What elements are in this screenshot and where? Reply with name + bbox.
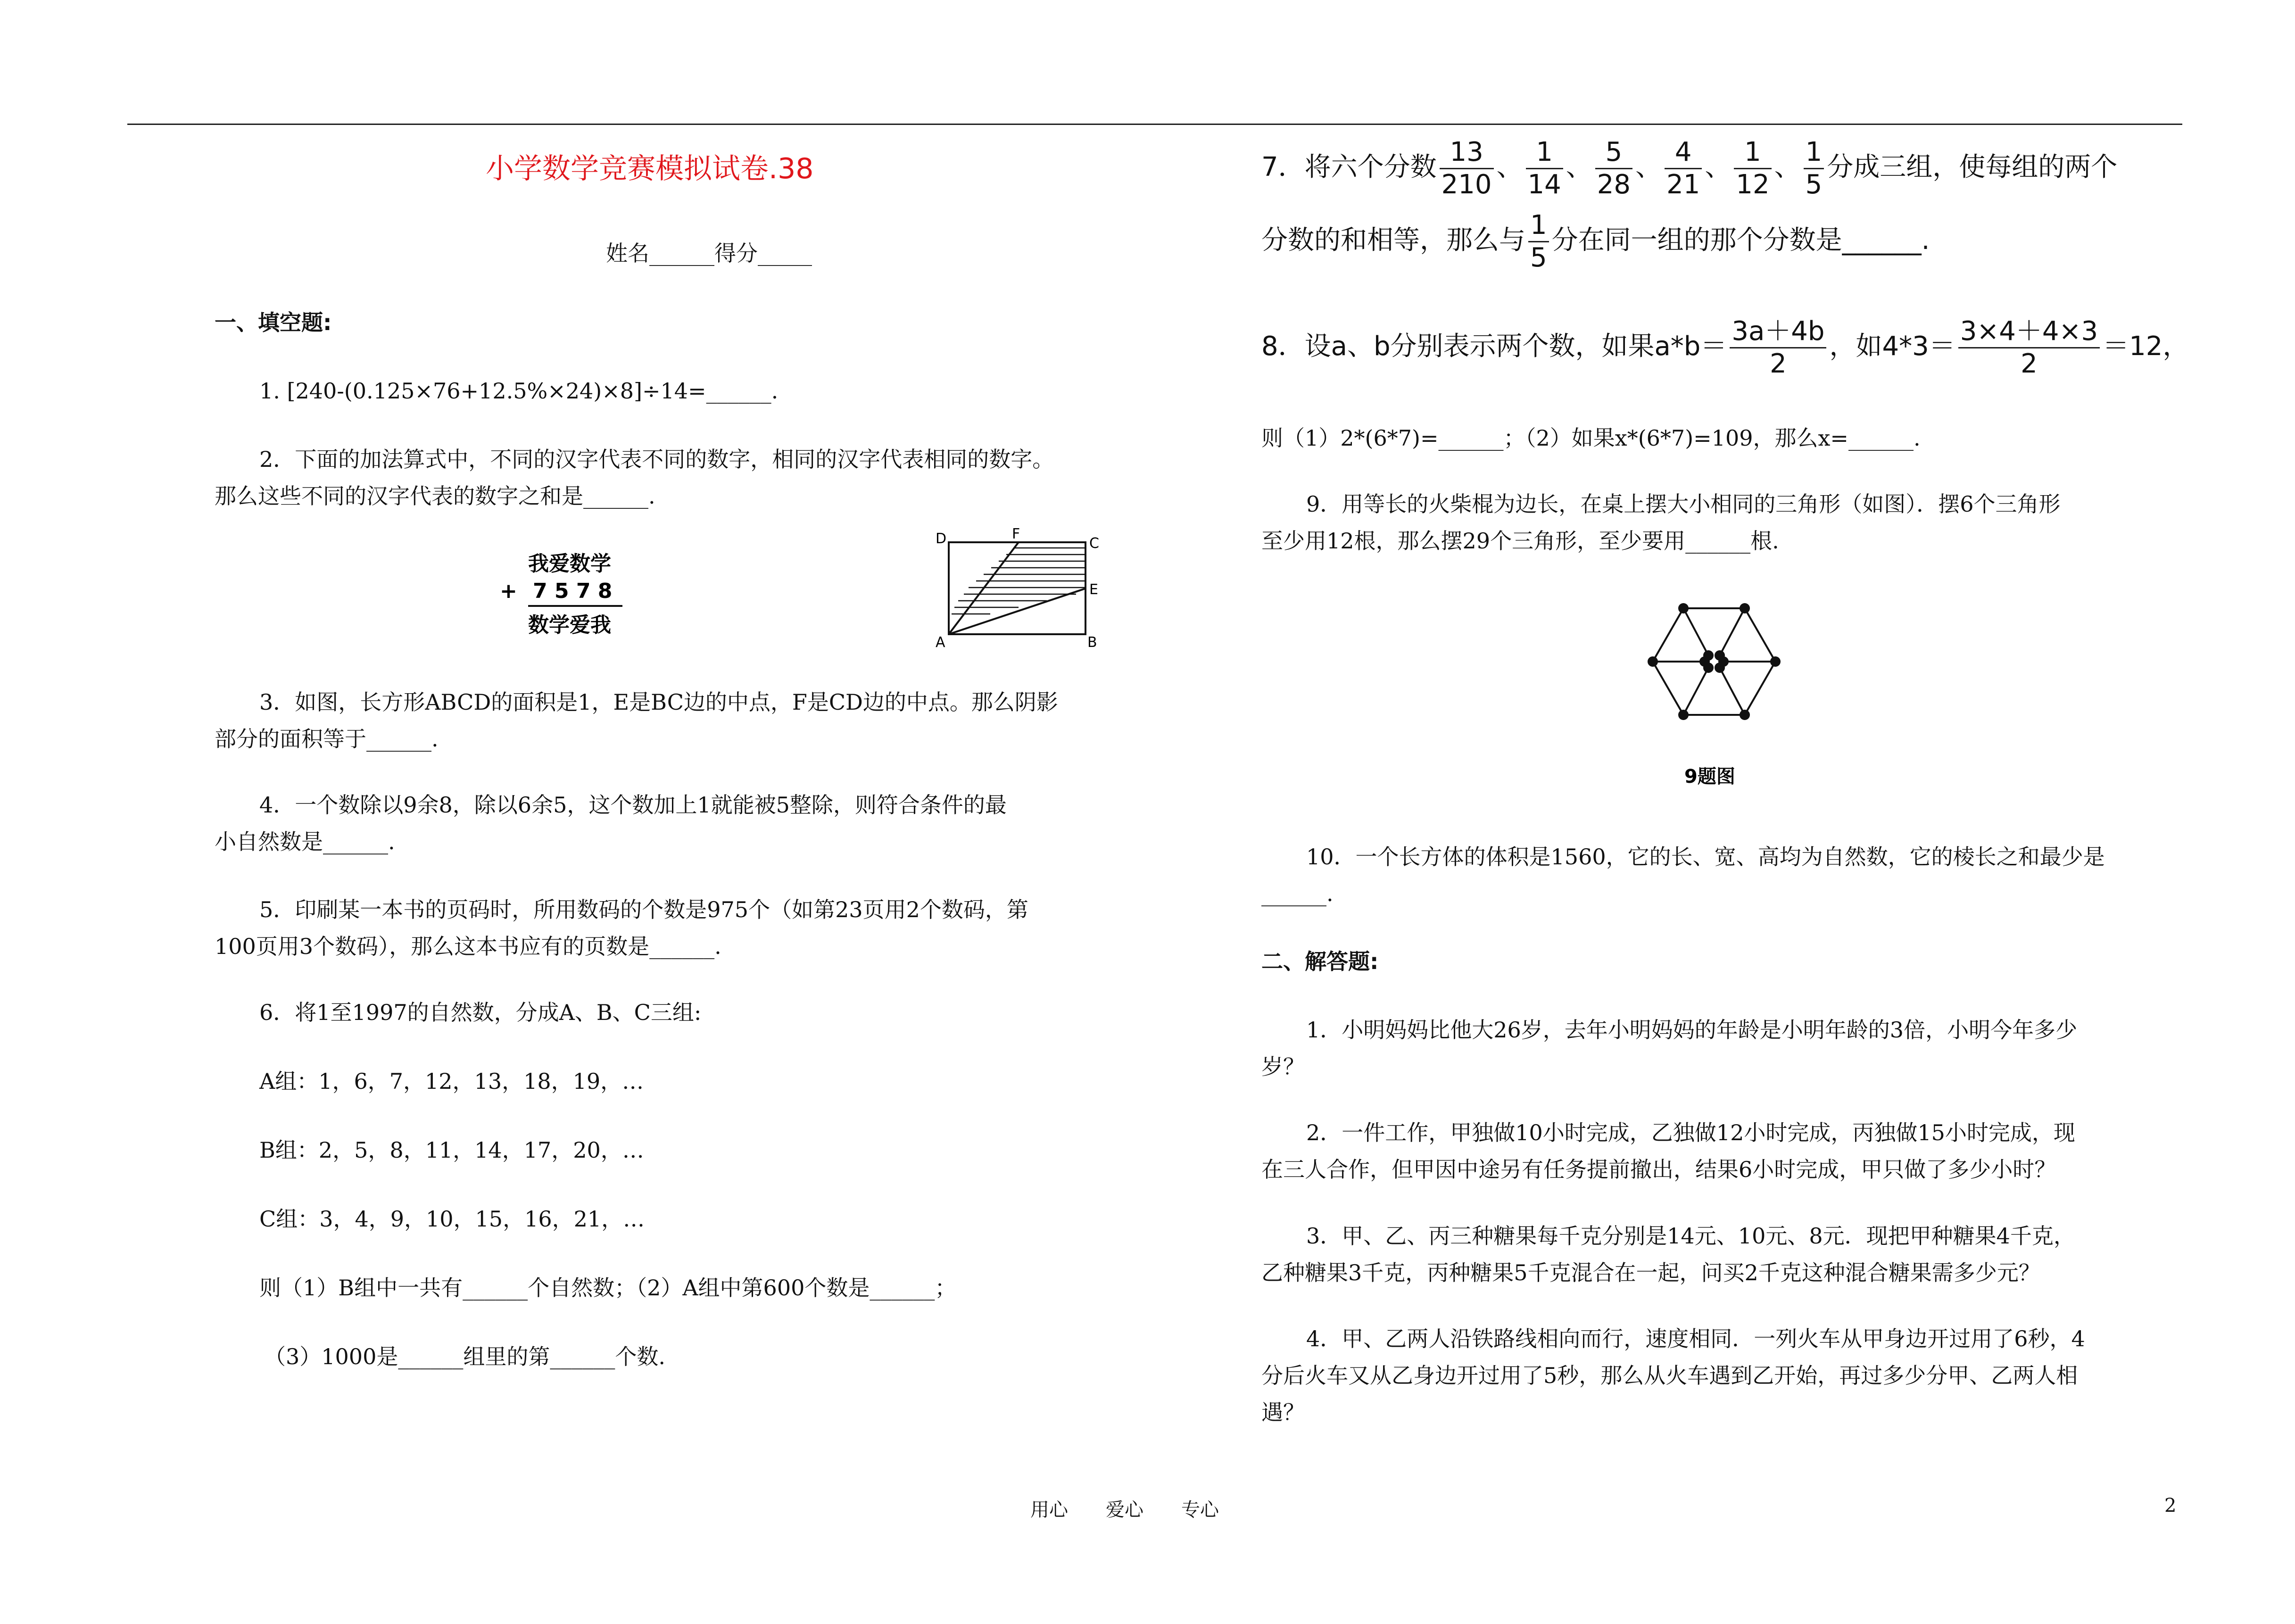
rectangle-figure [934,528,1113,651]
section-fill-in-heading: 一、填空题: [215,310,332,335]
fraction-1-14: $\frac{1}{14}$ [1526,137,1563,200]
q7-suffix: 分成三组，使每组的两个 [1827,152,2118,182]
question-4-line-2: 小自然数是______. [215,829,395,854]
question-8-line-1: 8．设a、b分别表示两个数，如果a*b＝ $\frac{3a+4b}{2}$ ，如4*3＝ $\frac{3\times 4+4\times 3}{2}$ ＝12， [1261,316,2189,380]
top-rule [127,124,2182,125]
fraction-1-5-inline: $\frac{1}{5}$ [1528,210,1549,273]
answer-question-2-line-2: 在三人合作，但甲因中途另有任务提前撤出，结果6小时完成，甲只做了多少小时？ [1261,1157,2056,1182]
question-6-line-6: （3）1000是______组里的第______个数. [264,1344,665,1369]
question-4-line-1: 4．一个数除以9余8，除以6余5，这个数加上1就能被5整除，则符合条件的最 [259,792,1007,818]
section-answer-heading: 二、解答题: [1261,949,1379,974]
answer-question-4-line-2: 分后火车又从乙身边开过用了5秒，那么从火车遇到乙开始，再过多少分甲、乙两人相 [1261,1363,2078,1388]
question-3-line-1: 3．如图，长方形ABCD的面积是1，E是BC边的中点，F是CD边的中点。那么阴影 [259,689,1058,715]
fraction-3a-4b: $\frac{3a+4b}{2}$ [1730,316,1826,380]
question-6-group-a: A组：1，6，7，12，13，18，19，… [259,1069,644,1094]
answer-question-4-line-1: 4．甲、乙两人沿铁路线相向而行，速度相同．一列火车从甲身边开过用了6秒，4 [1306,1326,2085,1351]
fraction-4-21: $\frac{4}{21}$ [1665,137,1702,200]
figure-9-caption: 9题图 [1684,766,1735,787]
answer-question-3-line-1: 3．甲、乙、丙三种糖果每千克分别是14元、10元、8元．现把甲种糖果4千克， [1306,1223,2075,1249]
answer-question-4-line-3: 遇？ [1261,1400,1305,1425]
label-c: C [1089,535,1099,552]
segment-ae [949,588,1085,634]
page-number: 2 [2164,1495,2177,1516]
label-a: A [936,634,945,651]
question-5-line-1: 5．印刷某一本书的页码时，所用数码的个数是975个（如第23页用2个数码，第 [259,897,1028,922]
question-6-group-c: C组：3，4，9，10，15，16，21，… [259,1206,645,1232]
fraction-1-12: $\frac{1}{12}$ [1734,137,1771,200]
answer-question-2-line-1: 2．一件工作，甲独做10小时完成，乙独做12小时完成，丙独做15小时完成，现 [1306,1120,2075,1145]
question-9-line-1: 9．用等长的火柴棍为边长，在桌上摆大小相同的三角形（如图）．摆6个三角形 [1306,491,2061,517]
question-6-group-b: B组：2，5，8，11，14，17，20，… [259,1137,644,1163]
question-7-line-2: 分数的和相等，那么与 $\frac{1}{5}$ 分在同一组的那个分数是______. [1261,210,1930,273]
name-score-line: 姓名______得分_____ [606,240,812,266]
label-b: B [1087,634,1097,651]
question-10-line-1: 10．一个长方体的体积是1560，它的长、宽、高均为自然数，它的棱长之和最少是 [1306,844,2105,870]
question-5-line-2: 100页用3个数码），那么这本书应有的页数是______. [215,934,721,959]
addition-figure [490,542,651,646]
addition-row-1: 我爱数学 [528,552,611,576]
rectangle-abcd [949,542,1085,634]
question-1: 1. [240-(0.125×76+12.5%×24)×8]÷14=______. [259,378,779,404]
question-6-line-1: 6．将1至1997的自然数，分成A、B、C三组: [259,1000,702,1025]
answer-question-1-line-2: 岁？ [1261,1054,1305,1079]
addition-row-2: 7 5 7 8 [533,579,613,603]
answer-question-1-line-1: 1．小明妈妈比他大26岁，去年小明妈妈的年龄是小明年龄的3倍，小明今年多少 [1306,1017,2078,1043]
question-2-line-2: 那么这些不同的汉字代表的数字之和是______. [215,483,655,509]
question-2-line-1: 2．下面的加法算式中，不同的汉字代表不同的数字，相同的汉字代表相同的数字。 [259,447,1054,472]
answer-question-3-line-2: 乙种糖果3千克，丙种糖果5千克混合在一起，问买2千克这种混合糖果需多少元？ [1261,1260,2040,1285]
addition-row-3: 数学爱我 [528,613,611,637]
question-9-line-2: 至少用12根，那么摆29个三角形，至少要用______根. [1261,528,1779,554]
page-title: 小学数学竞赛模拟试卷.38 [486,152,814,185]
fraction-5-28: $\frac{5}{28}$ [1595,137,1632,200]
segment-af [949,542,1019,634]
fraction-example: $\frac{3\times 4+4\times 3}{2}$ [1958,316,2100,380]
question-7-line-1: 7．将六个分数 $\frac{13}{210}$ 、 $\frac{1}{14}$ 、 $\frac{5}{28}$ 、 $\frac{4}{21}$ 、 $\frac{1}{12}$ 、 $\frac{1}{5}$ 分成三组，使每组的两个 [1261,137,2118,200]
question-8-line-2: 则（1）2*(6*7)=______；（2）如果x*(6*7)=109，那么x=______. [1261,425,1921,451]
fraction-13-210: $\frac{13}{210}$ [1440,137,1494,200]
label-d: D [936,530,947,547]
matchstick-hexagon-figure [1632,599,1792,792]
label-f: F [1012,528,1020,542]
question-6-line-5: 则（1）B组中一共有______个自然数；（2）A组中第600个数是______； [259,1275,957,1301]
fraction-1-5: $\frac{1}{5}$ [1804,137,1824,200]
question-3-line-2: 部分的面积等于______. [215,726,439,752]
label-e: E [1089,581,1098,598]
addition-plus: + [500,579,517,603]
q7-prefix: 7．将六个分数 [1261,152,1437,182]
footer-motto: 用心 爱心 专心 [1030,1499,1219,1521]
question-10-line-2: ______. [1261,881,1334,906]
